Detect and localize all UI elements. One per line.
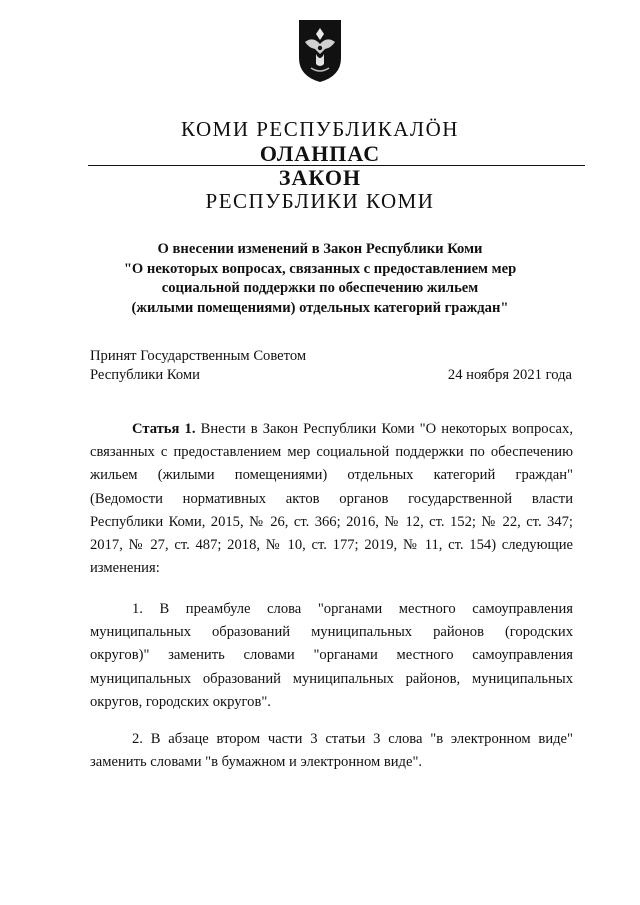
- item-1-line: муниципальных образований муниципальных районов (городских: [90, 624, 573, 641]
- item-1-line: муниципальных образований муниципальных районов, муниципальных: [90, 670, 573, 687]
- article-1-line: изменения:: [90, 560, 160, 577]
- item-1: [90, 598, 573, 714]
- law-title-line: О внесении изменений в Закон Республики Коми: [157, 241, 483, 257]
- article-1-line: Республики Коми, 2015, № 26, ст. 366; 2016, № 12, ст. 152; № 22, ст. 347;: [90, 513, 573, 530]
- adopted-line: Республики Коми: [90, 367, 200, 383]
- item-1-line: округов)" заменить словами "органами местного самоуправления: [90, 647, 573, 664]
- article-1-line: 2017, № 27, ст. 487; 2018, № 10, ст. 177; 2019, № 11, ст. 154) следующие: [90, 536, 573, 553]
- header-zakon: ЗАКОН: [278, 165, 362, 190]
- article-1-line: (Ведомости нормативных актов органов государственной власти: [90, 490, 573, 507]
- article-1-line: жильем (жилыми помещениями) отдельных категорий граждан": [90, 467, 573, 484]
- law-title-line: социальной поддержки по обеспечению жильем: [161, 280, 479, 296]
- item-2: [90, 728, 573, 774]
- article-1-line: Статья 1. Внести в Закон Республики Коми "О некоторых вопросах,: [132, 421, 573, 437]
- item-2-line: 2. В абзаце втором части 3 статьи 3 слова "в электронном виде": [132, 731, 573, 747]
- law-title-line: "О некоторых вопросах, связанных с предоставлением мер: [123, 260, 517, 277]
- coat-of-arms-emblem: [297, 18, 343, 84]
- article-1-label: Статья 1.: [132, 421, 196, 437]
- article-1-line: связанных с предоставлением мер социальной поддержки по обеспечению: [90, 444, 573, 461]
- adopted-line: Принят Государственным Советом: [90, 348, 307, 364]
- article-1: [90, 418, 573, 580]
- adopted-by: [90, 347, 306, 385]
- law-title-line: (жилыми помещениями) отдельных категорий граждан": [131, 299, 509, 316]
- law-title: [60, 240, 580, 318]
- header-republic: РЕСПУБЛИКИ КОМИ: [205, 189, 435, 213]
- item-1-line: 1. В преамбуле слова "органами местного самоуправления: [132, 601, 573, 617]
- item-1-line: округов, городских округов".: [90, 693, 271, 710]
- header-olanpas: ОЛАНПАС: [259, 141, 381, 166]
- adoption-date: 24 ноября 2021 года: [447, 367, 572, 383]
- item-2-line: заменить словами "в бумажном и электронном виде".: [90, 754, 423, 771]
- header-komi-republic: КОМИ РЕСПУБЛИКАЛÖН: [181, 117, 459, 141]
